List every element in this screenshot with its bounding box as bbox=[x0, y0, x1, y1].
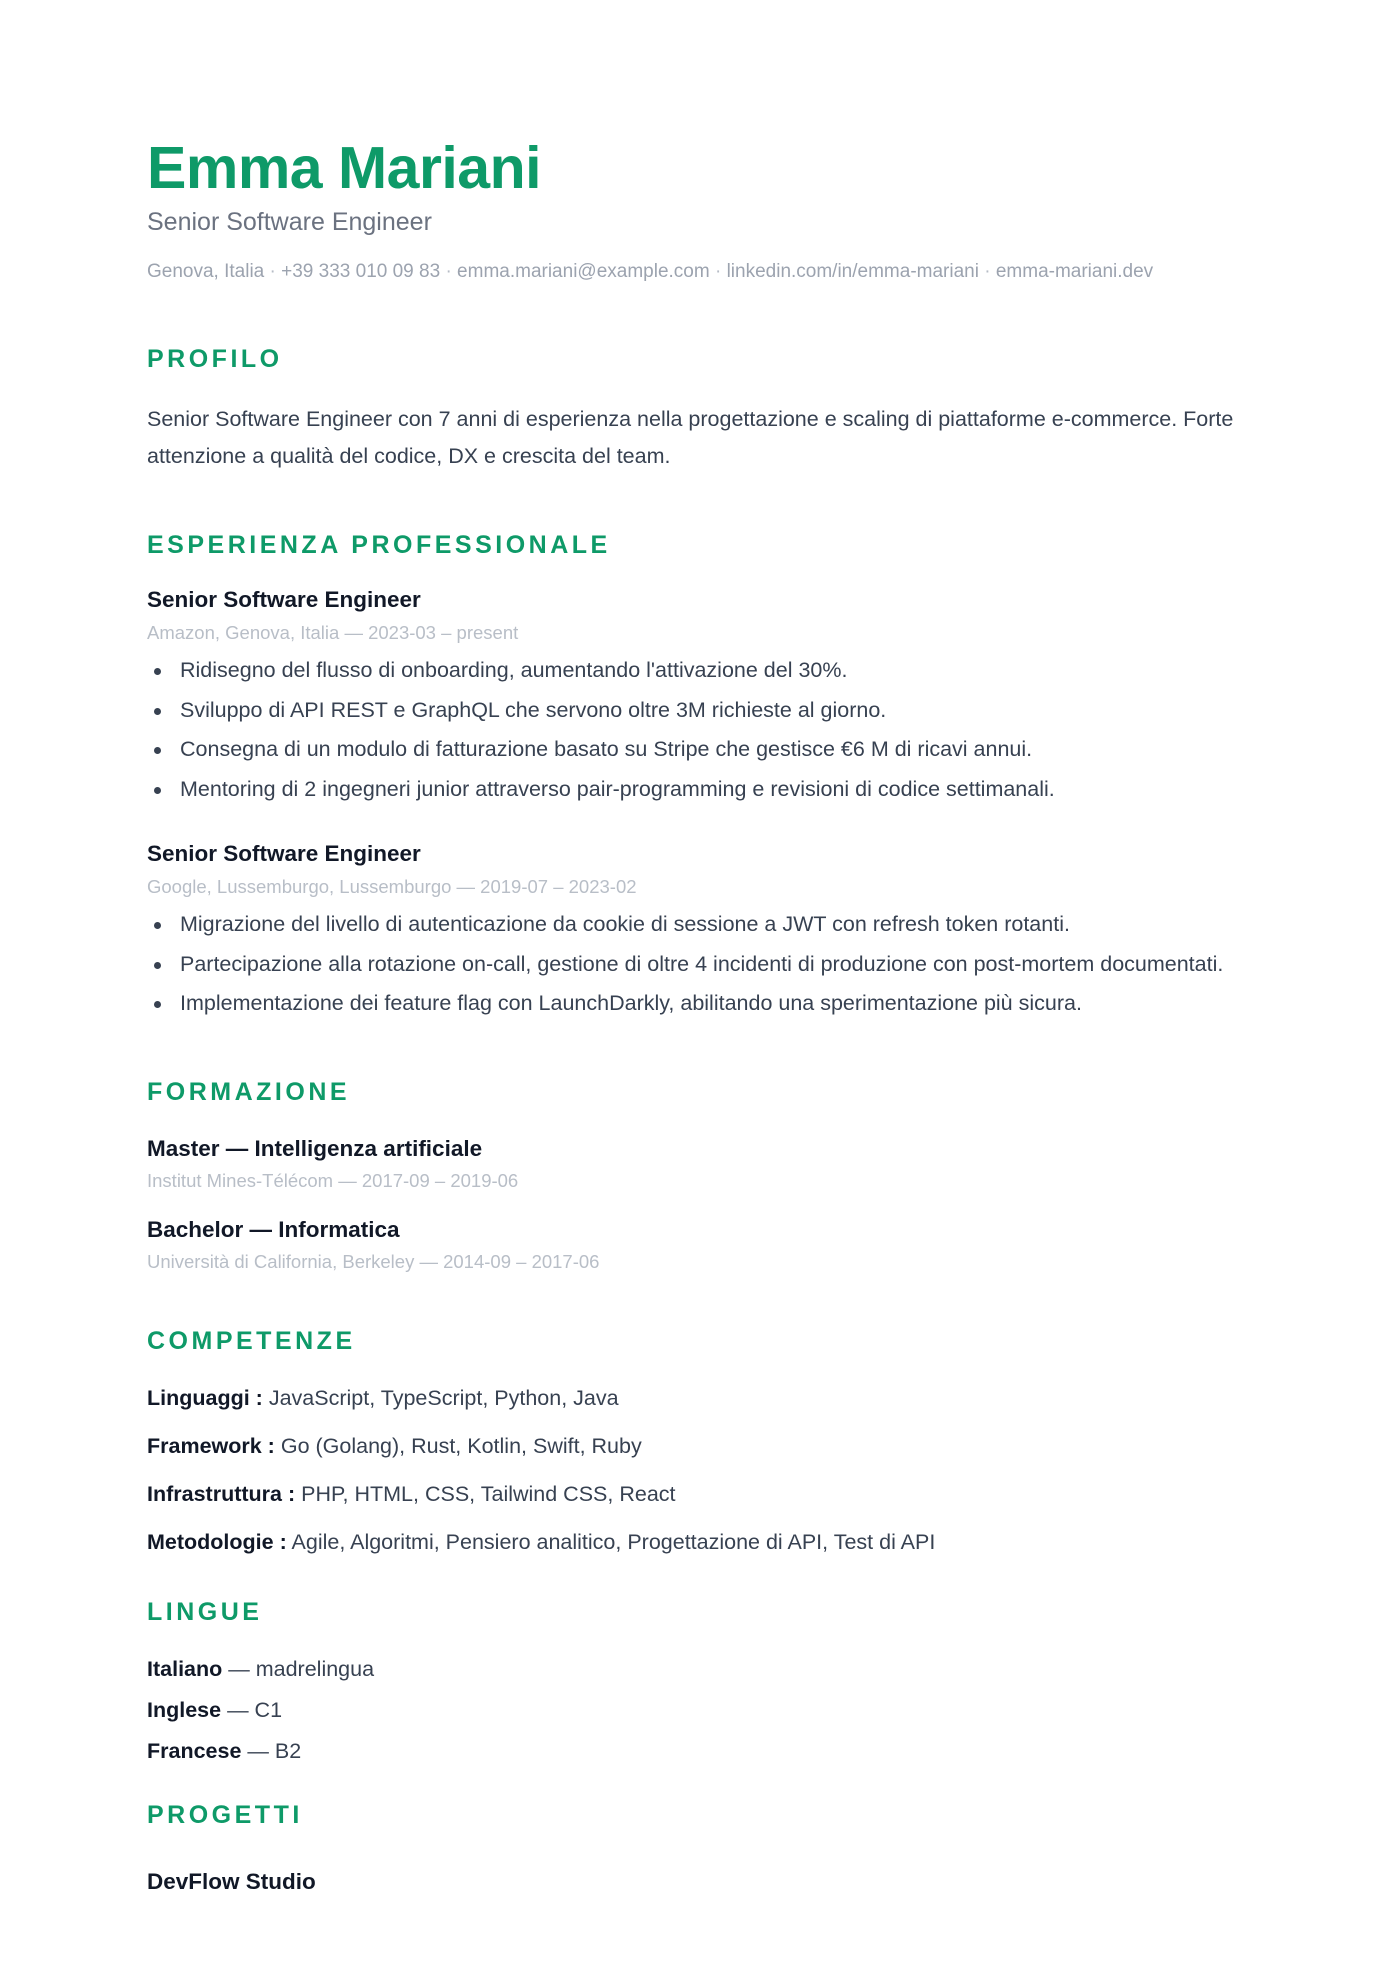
language-row bbox=[147, 1695, 1253, 1725]
contact-separator: · bbox=[984, 261, 991, 282]
skill-label: Metodologie : bbox=[147, 1529, 287, 1554]
contact-line bbox=[147, 259, 1253, 285]
contact-separator: · bbox=[445, 261, 452, 282]
languages-list bbox=[147, 1654, 1253, 1766]
section-title-skills: COMPETENZE bbox=[147, 1326, 356, 1355]
education-meta: Università di California, Berkeley — 2014-09 – 2017-06 bbox=[147, 1250, 600, 1272]
contact-website[interactable]: emma-mariani.dev bbox=[995, 261, 1154, 282]
job-meta: Amazon, Genova, Italia — 2023-03 – present bbox=[147, 622, 519, 643]
skill-row bbox=[147, 1479, 1253, 1509]
language-level: — B2 bbox=[247, 1738, 302, 1763]
bullet-dot-icon bbox=[154, 1001, 161, 1008]
bullet-dot-icon bbox=[154, 962, 161, 969]
job-entry bbox=[147, 839, 1253, 1024]
job-bullet: Mentoring di 2 ingegneri junior attraverso pair-programming e revisioni di codice settimanali. bbox=[147, 770, 1253, 810]
language-level: — C1 bbox=[227, 1697, 283, 1722]
section-title-projects: PROGETTI bbox=[147, 1800, 303, 1829]
bullet-dot-icon bbox=[154, 668, 161, 675]
skill-value: Go (Golang), Rust, Kotlin, Swift, Ruby bbox=[280, 1433, 642, 1458]
education-entry bbox=[147, 1134, 1253, 1193]
language-name: Italiano bbox=[147, 1656, 223, 1681]
language-row bbox=[147, 1736, 1253, 1766]
skill-row bbox=[147, 1431, 1253, 1461]
skill-row bbox=[147, 1383, 1253, 1413]
contact-linkedin[interactable]: linkedin.com/in/emma-mariani bbox=[726, 261, 979, 282]
job-bullet: Implementazione dei feature flag con LaunchDarkly, abilitando una sperimentazione più sicura. bbox=[147, 984, 1253, 1024]
language-row bbox=[147, 1654, 1253, 1684]
contact-email[interactable]: emma.mariani@example.com bbox=[457, 261, 710, 282]
profile-summary: Senior Software Engineer con 7 anni di esperienza nella progettazione e scaling di piattaforme e-commerce. Forte attenzione a qualità del codice, DX e crescita del team. bbox=[147, 407, 1234, 468]
contact-phone: +39 333 010 09 83 bbox=[281, 261, 441, 282]
bullet-dot-icon bbox=[154, 747, 161, 754]
language-name: Inglese bbox=[147, 1697, 222, 1722]
job-bullet: Migrazione del livello di autenticazione da cookie di sessione a JWT con refresh token rotanti. bbox=[147, 905, 1253, 945]
job-bullet: Partecipazione alla rotazione on-call, gestione di oltre 4 incidenti di produzione con post-mortem documentati. bbox=[147, 945, 1253, 985]
language-name: Francese bbox=[147, 1738, 242, 1763]
job-bullet: Ridisegno del flusso di onboarding, aumentando l'attivazione del 30%. bbox=[147, 651, 1253, 691]
job-title: Senior Software Engineer bbox=[147, 587, 421, 612]
bullet-dot-icon bbox=[154, 922, 161, 929]
job-meta: Google, Lussemburgo, Lussemburgo — 2019-07 – 2023-02 bbox=[147, 876, 637, 897]
contact-location: Genova, Italia bbox=[147, 261, 265, 282]
skills-list bbox=[147, 1383, 1253, 1557]
section-title-experience: ESPERIENZA PROFESSIONALE bbox=[147, 531, 611, 559]
language-level: — madrelingua bbox=[228, 1656, 375, 1681]
job-bullet: Consegna di un modulo di fatturazione basato su Stripe che gestisce €6 M di ricavi annui. bbox=[147, 730, 1253, 770]
skill-row bbox=[147, 1527, 1253, 1557]
contact-separator: · bbox=[269, 261, 276, 282]
project-title: DevFlow Studio bbox=[147, 1868, 316, 1894]
education-title: Master — Intelligenza artificiale bbox=[147, 1135, 483, 1161]
education-meta: Institut Mines-Télécom — 2017-09 – 2019-06 bbox=[147, 1169, 519, 1191]
section-title-profile: PROFILO bbox=[147, 345, 283, 373]
job-bullet: Sviluppo di API REST e GraphQL che servono oltre 3M richieste al giorno. bbox=[147, 691, 1253, 731]
skill-value: PHP, HTML, CSS, Tailwind CSS, React bbox=[301, 1481, 676, 1506]
skill-label: Linguaggi : bbox=[147, 1385, 263, 1410]
job-bullets bbox=[147, 651, 1253, 809]
skill-label: Framework : bbox=[147, 1433, 275, 1458]
education-title: Bachelor — Informatica bbox=[147, 1216, 400, 1242]
candidate-name: Emma Mariani bbox=[147, 135, 542, 201]
skill-value: Agile, Algoritmi, Pensiero analitico, Progettazione di API, Test di API bbox=[291, 1529, 936, 1554]
contact-separator: · bbox=[714, 261, 722, 282]
job-entry bbox=[147, 585, 1253, 809]
section-title-education: FORMAZIONE bbox=[147, 1077, 351, 1106]
candidate-role: Senior Software Engineer bbox=[147, 208, 432, 236]
job-bullets bbox=[147, 905, 1253, 1024]
skill-value: JavaScript, TypeScript, Python, Java bbox=[268, 1385, 619, 1410]
bullet-dot-icon bbox=[154, 708, 161, 715]
job-title: Senior Software Engineer bbox=[147, 841, 421, 866]
bullet-dot-icon bbox=[154, 787, 161, 794]
education-entry bbox=[147, 1215, 1253, 1274]
skill-label: Infrastruttura : bbox=[147, 1481, 296, 1506]
section-title-languages: LINGUE bbox=[147, 1597, 263, 1626]
